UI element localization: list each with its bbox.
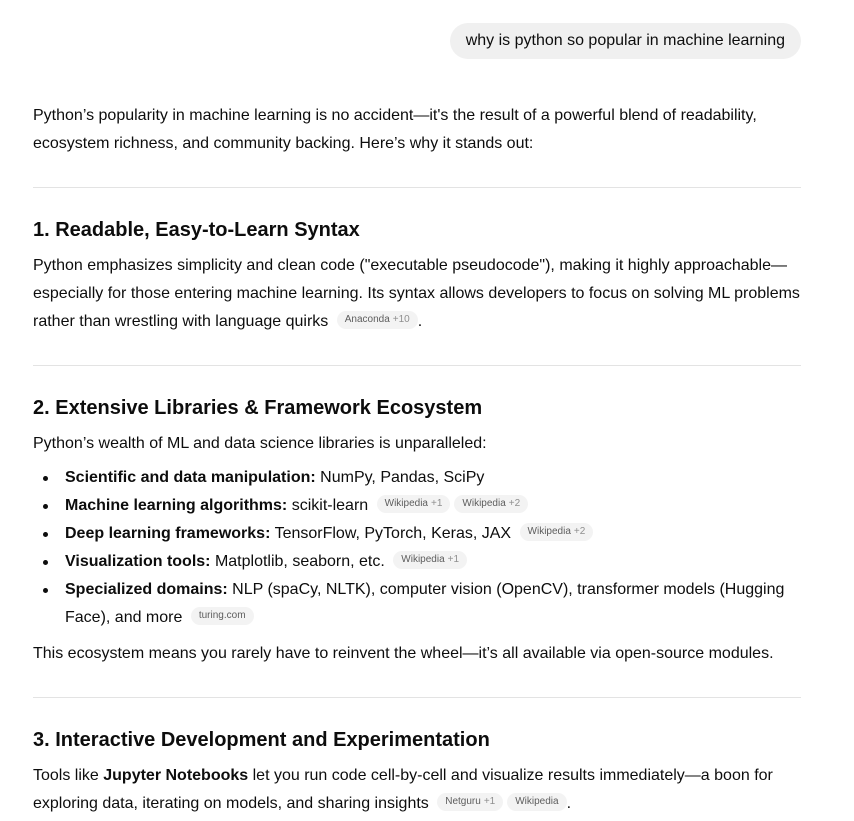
list-item	[33, 548, 801, 576]
source-count: +1	[483, 795, 496, 807]
user-message-row	[450, 23, 801, 59]
item-text: TensorFlow, PyTorch, Keras, JAX	[274, 525, 512, 542]
bullet-icon	[43, 588, 48, 593]
section-text: let you run code cell-by-cell and visualize results immediately—a boon for exploring data, iterating on models, and sharing insights	[33, 767, 773, 812]
source-chip[interactable]	[520, 523, 594, 541]
item-text: NLP (spaCy, NLTK), computer vision (OpenCV), transformer models (Hugging Face), and more	[65, 581, 785, 626]
section-heading: 3. Interactive Development and Experimentation	[33, 729, 490, 751]
bullet-icon	[43, 476, 48, 481]
bullet-icon	[43, 504, 48, 509]
section-text: Python emphasizes simplicity and clean code ("executable pseudocode"), making it highly approachable—especially for those entering machine learning. Its syntax allows developers to focus on solving ML problems rather than wrestling with language quirks	[33, 257, 800, 330]
source-count: +2	[573, 525, 586, 537]
list-item	[33, 492, 801, 520]
section-interactive-dev	[33, 698, 801, 818]
item-label: Specialized domains:	[65, 581, 228, 598]
section-paragraph	[33, 252, 801, 336]
section-paragraph	[33, 762, 801, 818]
source-label: turing.com	[198, 609, 246, 621]
section-closing: This ecosystem means you rarely have to reinvent the wheel—it’s all available via open-source modules.	[33, 645, 774, 662]
source-chip[interactable]	[393, 551, 467, 569]
list-item	[33, 520, 801, 548]
source-label: Wikipedia	[527, 525, 571, 537]
item-label: Scientific and data manipulation:	[65, 469, 316, 486]
item-text: scikit-learn	[291, 497, 369, 514]
item-text: NumPy, Pandas, SciPy	[320, 469, 485, 486]
sentence-end: .	[566, 795, 572, 812]
assistant-response	[33, 102, 801, 818]
list-item	[33, 576, 801, 632]
source-label: Wikipedia	[401, 553, 445, 565]
source-label: Anaconda	[344, 313, 390, 325]
bullet-icon	[43, 532, 48, 537]
source-chip[interactable]	[437, 793, 503, 811]
section-lead: Python’s wealth of ML and data science libraries is unparalleled:	[33, 435, 487, 452]
source-label: Wikipedia	[384, 497, 428, 509]
jupyter-bold: Jupyter Notebooks	[103, 767, 249, 784]
source-count: +10	[392, 313, 410, 325]
section-readable-syntax	[33, 188, 801, 336]
source-label: Wikipedia	[515, 795, 559, 807]
item-label: Visualization tools:	[65, 553, 211, 570]
section-libraries	[33, 366, 801, 668]
source-count: +1	[431, 497, 443, 509]
source-chip[interactable]	[454, 495, 528, 513]
source-label: Netguru	[445, 795, 481, 807]
section-heading: 2. Extensive Libraries & Framework Ecosystem	[33, 397, 483, 419]
source-count: +2	[508, 497, 521, 509]
section-heading: 1. Readable, Easy-to-Learn Syntax	[33, 219, 360, 241]
source-chip[interactable]	[377, 495, 451, 513]
source-chip[interactable]	[507, 793, 566, 811]
bullet-icon	[43, 560, 48, 565]
source-chip[interactable]	[191, 607, 254, 625]
item-label: Machine learning algorithms:	[65, 497, 288, 514]
source-count: +1	[447, 553, 460, 565]
intro-paragraph: Python’s popularity in machine learning is no accident—it's the result of a powerful blend of readability, ecosystem richness, and community backing. Here’s why it stands out:	[33, 107, 757, 152]
source-label: Wikipedia	[462, 497, 506, 509]
source-chip[interactable]	[337, 311, 418, 329]
item-text: Matplotlib, seaborn, etc.	[214, 553, 385, 570]
user-message-bubble: why is python so popular in machine learning	[450, 23, 801, 59]
list-item	[33, 464, 801, 492]
section-text: Tools like	[33, 767, 104, 784]
sentence-end: .	[417, 313, 423, 330]
library-list	[33, 464, 801, 632]
item-label: Deep learning frameworks:	[65, 525, 271, 542]
